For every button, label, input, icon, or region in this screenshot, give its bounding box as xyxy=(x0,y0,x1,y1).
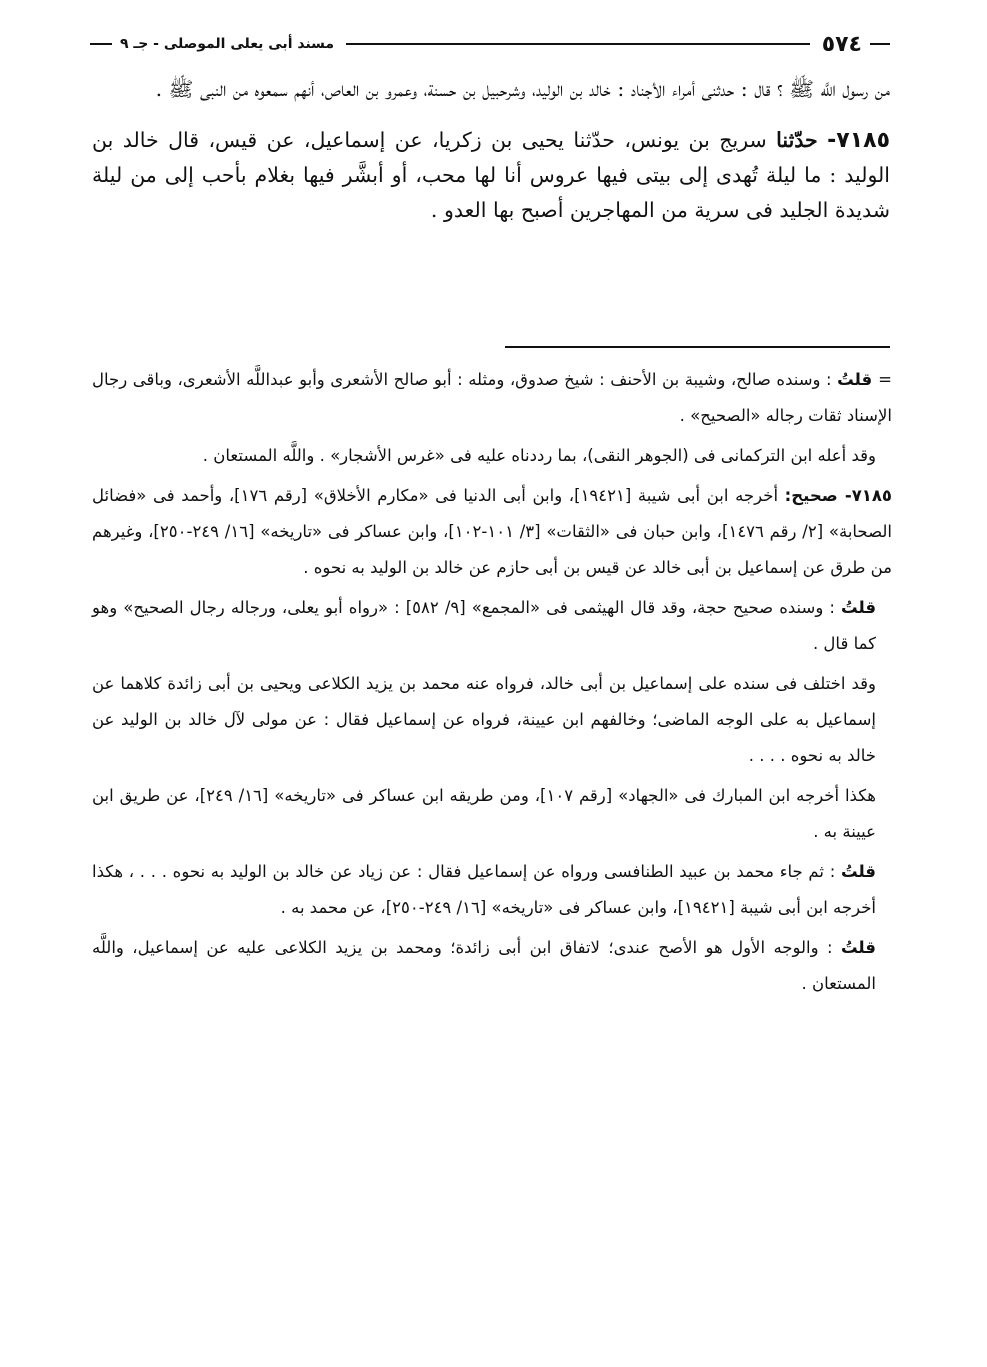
header-dash-right xyxy=(870,43,890,45)
note-3-lead: ٧١٨٥- صحيح: xyxy=(784,486,892,505)
note-2: وقد أعله ابن التركمانى فى (الجوهر النقى)، بما رددناه عليه فى «غرس الأشجار» . واللَّه المستعان . xyxy=(202,446,876,465)
footnotes xyxy=(92,362,892,1006)
hadith-lead: حدّثنا xyxy=(776,128,818,152)
note-3-text: أخرجه ابن أبى شيبة [١٩٤٢١]، وابن أبى الدنيا فى «مكارم الأخلاق» [رقم ١٧٦]، وأحمد فى «فضائل الصحابة» [٢/ رقم ١٤٧٦]، وابن حبان فى «الثقات» [٣/ ١٠١-١٠٢]، وابن عساكر فى «تاريخه» [١٦/ ٢٤٩-٢٥٠]، وغيرهم من طرق عن إسماعيل بن أبى خالد عن قيس بن أبى حازم عن خالد بن الوليد به نحوه . xyxy=(92,486,893,577)
running-title: مسند أبى يعلى الموصلى - جـ ٩ xyxy=(120,36,335,52)
footnote-divider xyxy=(505,346,890,348)
note-7 xyxy=(92,854,892,926)
note-4-text: : وسنده صحيح حجة، وقد قال الهيثمى فى «المجمع» [٩/ ٥٨٢] : «رواه أبو يعلى، ورجاله رجال الصحيح» وهو كما قال . xyxy=(92,598,876,653)
note-4-lead: قلتُ xyxy=(841,598,877,617)
hadith-number: ٧١٨٥- xyxy=(827,128,890,153)
continuation-marker: = xyxy=(878,370,892,389)
note-3 xyxy=(92,478,892,586)
note-8-text: : والوجه الأول هو الأصح عندى؛ لاتفاق ابن أبى زائدة؛ ومحمد بن يزيد الكلاعى عليه عن إسماعيل، واللَّه المستعان . xyxy=(92,938,876,993)
note-8-lead: قلتُ xyxy=(840,938,876,957)
note-7-lead: قلتُ xyxy=(840,862,876,881)
note-5: وقد اختلف فى سنده على إسماعيل بن أبى خالد، فرواه عنه محمد بن يزيد الكلاعى ويحيى بن أبى زائدة كلاهما عن إسماعيل به على الوجه الماضى؛ وخالفهم ابن عيينة، فرواه عن إسماعيل فقال : عن مولى لآل خالد بن الوليد عن خالد به نحوه . . . . xyxy=(92,674,876,765)
header-rule xyxy=(346,43,810,45)
header-dash-left xyxy=(90,43,112,45)
note-7-text: : ثم جاء محمد بن عبيد الطنافسى ورواه عن إسماعيل فقال : عن زياد عن خالد بن الوليد به نحوه . . . ، هكذا أخرجه ابن أبى شيبة [١٩٤٢١]، وابن عساكر فى «تاريخه» [١٦/ ٢٤٩-٢٥٠]، عن محمد به . xyxy=(92,862,876,917)
note-8 xyxy=(92,930,892,1002)
main-text xyxy=(92,72,890,228)
note-6: هكذا أخرجه ابن المبارك فى «الجهاد» [رقم ١٠٧]، ومن طريقه ابن عساكر فى «تاريخه» [١٦/ ٢٤٩]، عن طريق ابن عيينة به . xyxy=(92,786,877,841)
note-1-text: : وسنده صالح، وشيبة بن الأحنف : شيخ صدوق، ومثله : أبو صالح الأشعرى وأبو عبداللَّه الأشعرى، وباقى رجال الإسناد ثقات رجاله «الصحيح» . xyxy=(92,370,892,425)
note-1-lead: قلتُ xyxy=(837,370,873,389)
note-1 xyxy=(92,362,892,434)
intro-paragraph: من رسول اللَّه ﷺ ؟ قال : حدثنى أمراء الأجناد : خالد بن الوليد، وشرحبيل بن حسنة، وعمرو بن العاص، أنهم سمعوه من النبى ﷺ . xyxy=(155,77,890,101)
hadith-paragraph xyxy=(92,123,890,228)
page-number: ٥٧٤ xyxy=(821,31,862,57)
hadith-body: سريج بن يونس، حدّثنا يحيى بن زكريا، عن إسماعيل، عن قيس، قال خالد بن الوليد : ما ليلة تُهدى إلى بيتى فيها عروس أنا لها محب، أو أبشَّر فيها بغلام بأحب إلى من ليلة شديدة الجليد فى سرية من المهاجرين أصبح بها العدو . xyxy=(92,128,890,222)
page-header xyxy=(90,26,890,62)
note-4 xyxy=(92,590,892,662)
